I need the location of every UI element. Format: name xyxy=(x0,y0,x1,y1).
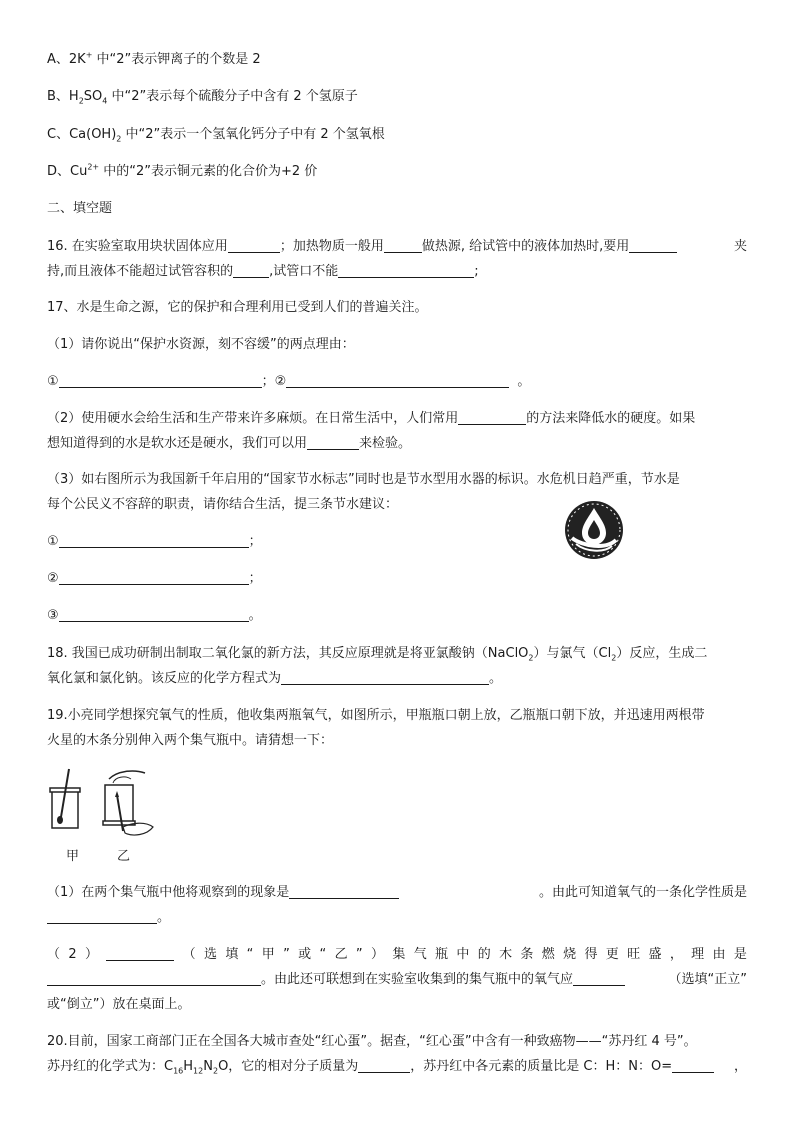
option-c-desc: 中“2”表示一个氢氧化钙分子中有 2 个氢氧根 xyxy=(121,127,385,142)
q17-suggestion2-blank[interactable] xyxy=(59,570,249,585)
q16-seg xyxy=(47,238,677,256)
q19-s2-char: 或 xyxy=(298,947,312,962)
q16-p5: 持,而且液体不能超过试管容积的 xyxy=(47,264,234,279)
q16-blank1[interactable] xyxy=(228,238,280,253)
q19-reason-blank[interactable] xyxy=(47,971,261,986)
option-b-text: B、H xyxy=(47,89,79,104)
option-a-sup: + xyxy=(85,50,93,60)
q19-s1b: 。由此可知道氧气的一条化学性质是 xyxy=(538,885,747,900)
q19-s2-char: 集 xyxy=(392,947,406,962)
q17-s-end3: 。 xyxy=(248,608,262,623)
q17-suggestion2 xyxy=(47,570,262,588)
q17-s2-blank2[interactable] xyxy=(307,435,359,450)
q19-s2-char: 中 xyxy=(456,947,470,962)
q17-s3-line1: （3）如右图所示为我国新千年启用的“国家节水标志”同时也是节水型用水器的标识。水危机日趋严重，节水是 xyxy=(47,472,680,487)
q20-b3: H xyxy=(183,1059,194,1074)
q18-sub1: 2 xyxy=(528,653,534,663)
q20-b7: O，它的相对分子质量为 xyxy=(218,1059,359,1074)
q16-blank5[interactable] xyxy=(338,263,474,278)
q19-s2-char: 木 xyxy=(499,947,513,962)
q17-s2-line2 xyxy=(47,435,411,453)
q19-s2-char: 甲 xyxy=(261,947,275,962)
q19-s2-char: “ xyxy=(319,947,327,962)
option-a-text: A、2K xyxy=(47,52,86,67)
option-b-sub1: 2 xyxy=(78,96,84,106)
q16-p6: ,试管口不能 xyxy=(269,264,339,279)
option-d xyxy=(47,163,317,181)
q19-s2-char: 更 xyxy=(605,947,619,962)
q17-suggestion3 xyxy=(47,607,262,625)
q17-s-circle2: ② xyxy=(47,571,59,586)
water-saving-logo-icon xyxy=(562,498,626,562)
option-c xyxy=(47,126,385,144)
gas-bottles-figure-icon xyxy=(47,765,162,840)
q19-s2-char: 燃 xyxy=(541,947,555,962)
q19-s2-char: ， xyxy=(669,947,683,962)
option-a xyxy=(47,51,261,69)
q18-b: 氧化氯和氯化钠。该反应的化学方程式为 xyxy=(47,671,282,686)
q17-s2b: 的方法来降低水的硬度。如果 xyxy=(526,411,696,426)
q19-s1-line1 xyxy=(47,884,747,902)
q19-s2-char: 选 xyxy=(203,947,217,962)
q19-s2-char: 条 xyxy=(520,947,534,962)
q20-line2 xyxy=(47,1058,747,1076)
q19-s2b: 。由此还可联想到在实验室收集到的集气瓶中的氧气应 xyxy=(261,972,574,987)
q19-s2-char: 2 xyxy=(68,947,77,962)
q16-p2: ；加热物质一般用 xyxy=(279,239,384,254)
q17-end: 。 xyxy=(517,374,531,389)
option-b xyxy=(47,88,358,106)
q17-s2c: 想知道得到的水是软水还是硬水，我们可以用 xyxy=(47,436,308,451)
q16-p3: 做热源, 给试管中的液体加热时,要用 xyxy=(421,239,630,254)
q19-s2-line1 xyxy=(47,946,747,964)
q19-s2-char: （ xyxy=(182,947,196,962)
q19-s2c: （选填“正立” xyxy=(668,972,747,987)
q16-p7: ; xyxy=(474,264,479,279)
q19-s1a: （1）在两个集气瓶中他将观察到的现象是 xyxy=(47,885,290,900)
option-c-sub: 2 xyxy=(116,134,122,144)
q20-b1: 苏丹红的化学式为：C xyxy=(47,1059,174,1074)
option-a-desc: 中“2”表示钾离子的个数是 2 xyxy=(92,52,261,67)
q16-line1 xyxy=(47,238,747,256)
q19-s2-char: 得 xyxy=(584,947,598,962)
q16-p1: 16. 在实验室取用块状固体应用 xyxy=(47,239,228,254)
option-d-text: D、Cu xyxy=(47,164,88,179)
q19-s2-char: （ xyxy=(47,947,61,962)
q17-reason2-blank[interactable] xyxy=(286,373,509,388)
q19-s2-left xyxy=(47,971,625,989)
q17-intro: 17、水是生命之源，它的保护和合理利用已受到人们的普遍关注。 xyxy=(47,300,428,315)
q20-sub-c: 16 xyxy=(173,1066,184,1076)
q16-line2 xyxy=(47,263,479,281)
q17-suggestion1-blank[interactable] xyxy=(59,533,249,548)
q17-s-circle1: ① xyxy=(47,534,59,549)
q19-s2-char: ） xyxy=(371,947,385,962)
q17-suggestion1 xyxy=(47,533,262,551)
q19-bottle-choice-blank[interactable] xyxy=(106,946,174,961)
q20-sub-h: 12 xyxy=(193,1066,204,1076)
q17-s2a: （2）使用硬水会给生活和生产带来许多麻烦。在日常生活中，人们常用 xyxy=(47,411,459,426)
q17-circle1: ① xyxy=(47,374,59,389)
q17-s1: （1）请你说出“保护水资源，刻不容缓”的两点理由： xyxy=(47,337,355,352)
q20-b5: N xyxy=(203,1059,213,1074)
q19-s2-char: ” xyxy=(355,947,363,962)
q16-blank2[interactable] xyxy=(384,238,422,253)
q19-s2-char: ） xyxy=(84,947,98,962)
section-title: 二、填空题 xyxy=(47,201,113,216)
q19-s2-char: 烧 xyxy=(563,947,577,962)
label-yi: 乙 xyxy=(117,849,131,864)
q19-s2-char: 由 xyxy=(712,947,726,962)
q19-s2-char: “ xyxy=(246,947,254,962)
q18-a3: ）与氯气（Cl xyxy=(533,646,612,661)
q19-s2-char: 乙 xyxy=(334,947,348,962)
q19-s1-line2 xyxy=(47,909,170,927)
q17-s-circle3: ③ xyxy=(47,608,59,623)
q17-s3-line2: 每个公民义不容辞的职责，请你结合生活，提三条节水建议： xyxy=(47,497,399,512)
q19-s2-char: 理 xyxy=(691,947,705,962)
option-d-sup: 2+ xyxy=(87,162,100,172)
option-c-text: C、Ca(OH) xyxy=(47,127,117,142)
q17-s-end2: ； xyxy=(248,571,262,586)
q19-s2-char: 的 xyxy=(477,947,491,962)
q18-equation-blank[interactable] xyxy=(281,670,489,685)
q18-line2 xyxy=(47,670,502,688)
q20-b9: ， xyxy=(733,1059,747,1074)
q18-line1 xyxy=(47,645,707,663)
q19-line2: 火星的木条分别伸入两个集气瓶中。请猜想一下： xyxy=(47,733,334,748)
q20-left xyxy=(47,1058,714,1076)
q19-s2-char: 旺 xyxy=(627,947,641,962)
q16-blank4[interactable] xyxy=(233,263,269,278)
q17-s2-blank1[interactable] xyxy=(458,410,526,425)
q19-s1-left xyxy=(47,884,399,902)
q18-sub2: 2 xyxy=(611,653,617,663)
q19-line1: 19.小亮同学想探究氧气的性质，他收集两瓶氧气，如图所示，甲瓶瓶口朝上放，乙瓶瓶口朝下放，并迅速用两根带 xyxy=(47,708,705,723)
q19-placement-blank[interactable] xyxy=(573,971,625,986)
q19-s2-char: 是 xyxy=(733,947,747,962)
q16-blank3[interactable] xyxy=(629,238,677,253)
option-b-text2: SO xyxy=(83,89,103,104)
q18-a5: ）反应，生成二 xyxy=(616,646,708,661)
q17-s1-answers xyxy=(47,373,530,391)
q17-s2d: 来检验。 xyxy=(359,436,412,451)
q19-s2-char: 瓶 xyxy=(435,947,449,962)
q19-property-blank[interactable] xyxy=(47,909,157,924)
q20-mass-blank[interactable] xyxy=(358,1058,410,1073)
q19-s2-char: 填 xyxy=(225,947,239,962)
q16-p4: 夹 xyxy=(733,239,747,254)
q19-s2-line3: 或“倒立”）放在桌面上。 xyxy=(47,997,191,1012)
q20-ratio-blank[interactable] xyxy=(672,1058,714,1073)
q17-reason1-blank[interactable] xyxy=(59,373,262,388)
q20-b8: ，苏丹红中各元素的质量比是 C：H：N：O= xyxy=(410,1059,673,1074)
q19-s2-char: 盛 xyxy=(648,947,662,962)
q19-s2-line2 xyxy=(47,971,747,989)
option-d-desc: 中的“2”表示铜元素的化合价为+2 价 xyxy=(99,164,318,179)
q20-sub-n: 2 xyxy=(212,1066,219,1076)
q18-b2: 。 xyxy=(489,671,503,686)
q19-s1c: 。 xyxy=(157,910,171,925)
q17-s-end1: ； xyxy=(248,534,262,549)
q17-s2-line1 xyxy=(47,410,695,428)
q20-line1: 20.目前，国家工商部门正在全国各大城市查处“红心蛋”。据查，“红心蛋”中含有一种致癌物——“苏丹红 4 号”。 xyxy=(47,1034,697,1049)
label-jia: 甲 xyxy=(66,849,80,864)
q19-phenomenon-blank[interactable] xyxy=(289,884,399,899)
option-b-sub2: 4 xyxy=(102,96,108,106)
q19-s2-char: 气 xyxy=(413,947,427,962)
option-b-desc: 中“2”表示每个硫酸分子中含有 2 个氢原子 xyxy=(107,89,358,104)
q19-s2-char: ” xyxy=(283,947,290,962)
q18-a: 18. 我国已成功研制出制取二氧化氯的新方法，其反应原理就是将亚氯酸钠（NaClO xyxy=(47,646,529,661)
q17-circle2: ；② xyxy=(261,374,287,389)
q17-suggestion3-blank[interactable] xyxy=(59,607,249,622)
